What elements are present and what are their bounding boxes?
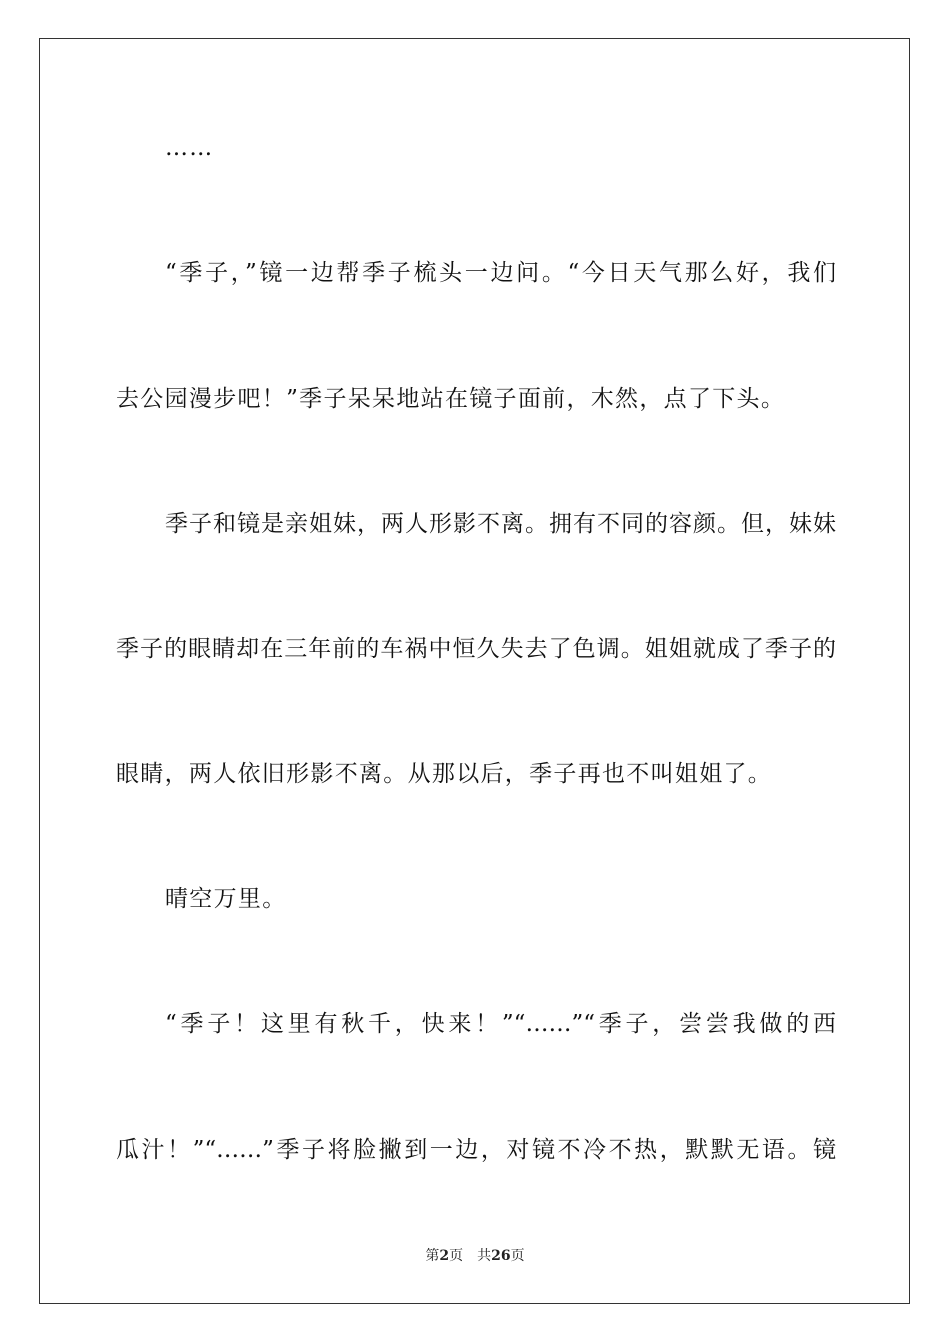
paragraph-line: 季子的眼睛却在三年前的车祸中恒久失去了色调。姐姐就成了季子的 xyxy=(116,636,836,662)
page-footer xyxy=(0,1247,950,1265)
total-pages: 26 xyxy=(491,1248,511,1264)
page-number: 2 xyxy=(439,1248,450,1264)
total-pages-prefix: 共 xyxy=(477,1248,492,1264)
page-border xyxy=(39,38,910,1304)
paragraph-line: 季子和镜是亲姐妹，两人形影不离。拥有不同的容颜。但，妹妹 xyxy=(165,511,836,537)
paragraph-line: 瓜汁！”“……”季子将脸撇到一边，对镜不冷不热，默默无语。镜 xyxy=(116,1137,836,1163)
paragraph-line: 去公园漫步吧！”季子呆呆地站在镜子面前，木然，点了下头。 xyxy=(116,386,786,412)
total-pages-suffix: 页 xyxy=(510,1248,525,1264)
paragraph-line-ellipsis: …… xyxy=(165,135,214,161)
paragraph-line: “季子！这里有秋千，快来！”“……”“季子，尝尝我做的西 xyxy=(165,1011,836,1037)
page-number-prefix: 第 xyxy=(425,1248,440,1264)
paragraph-line: 眼睛，两人依旧形影不离。从那以后，季子再也不叫姐姐了。 xyxy=(116,761,773,787)
paragraph-line: “季子，”镜一边帮季子梳头一边问。“今日天气那么好，我们 xyxy=(165,260,836,286)
page-number-suffix: 页 xyxy=(449,1248,464,1264)
paragraph-line: 晴空万里。 xyxy=(165,886,287,912)
